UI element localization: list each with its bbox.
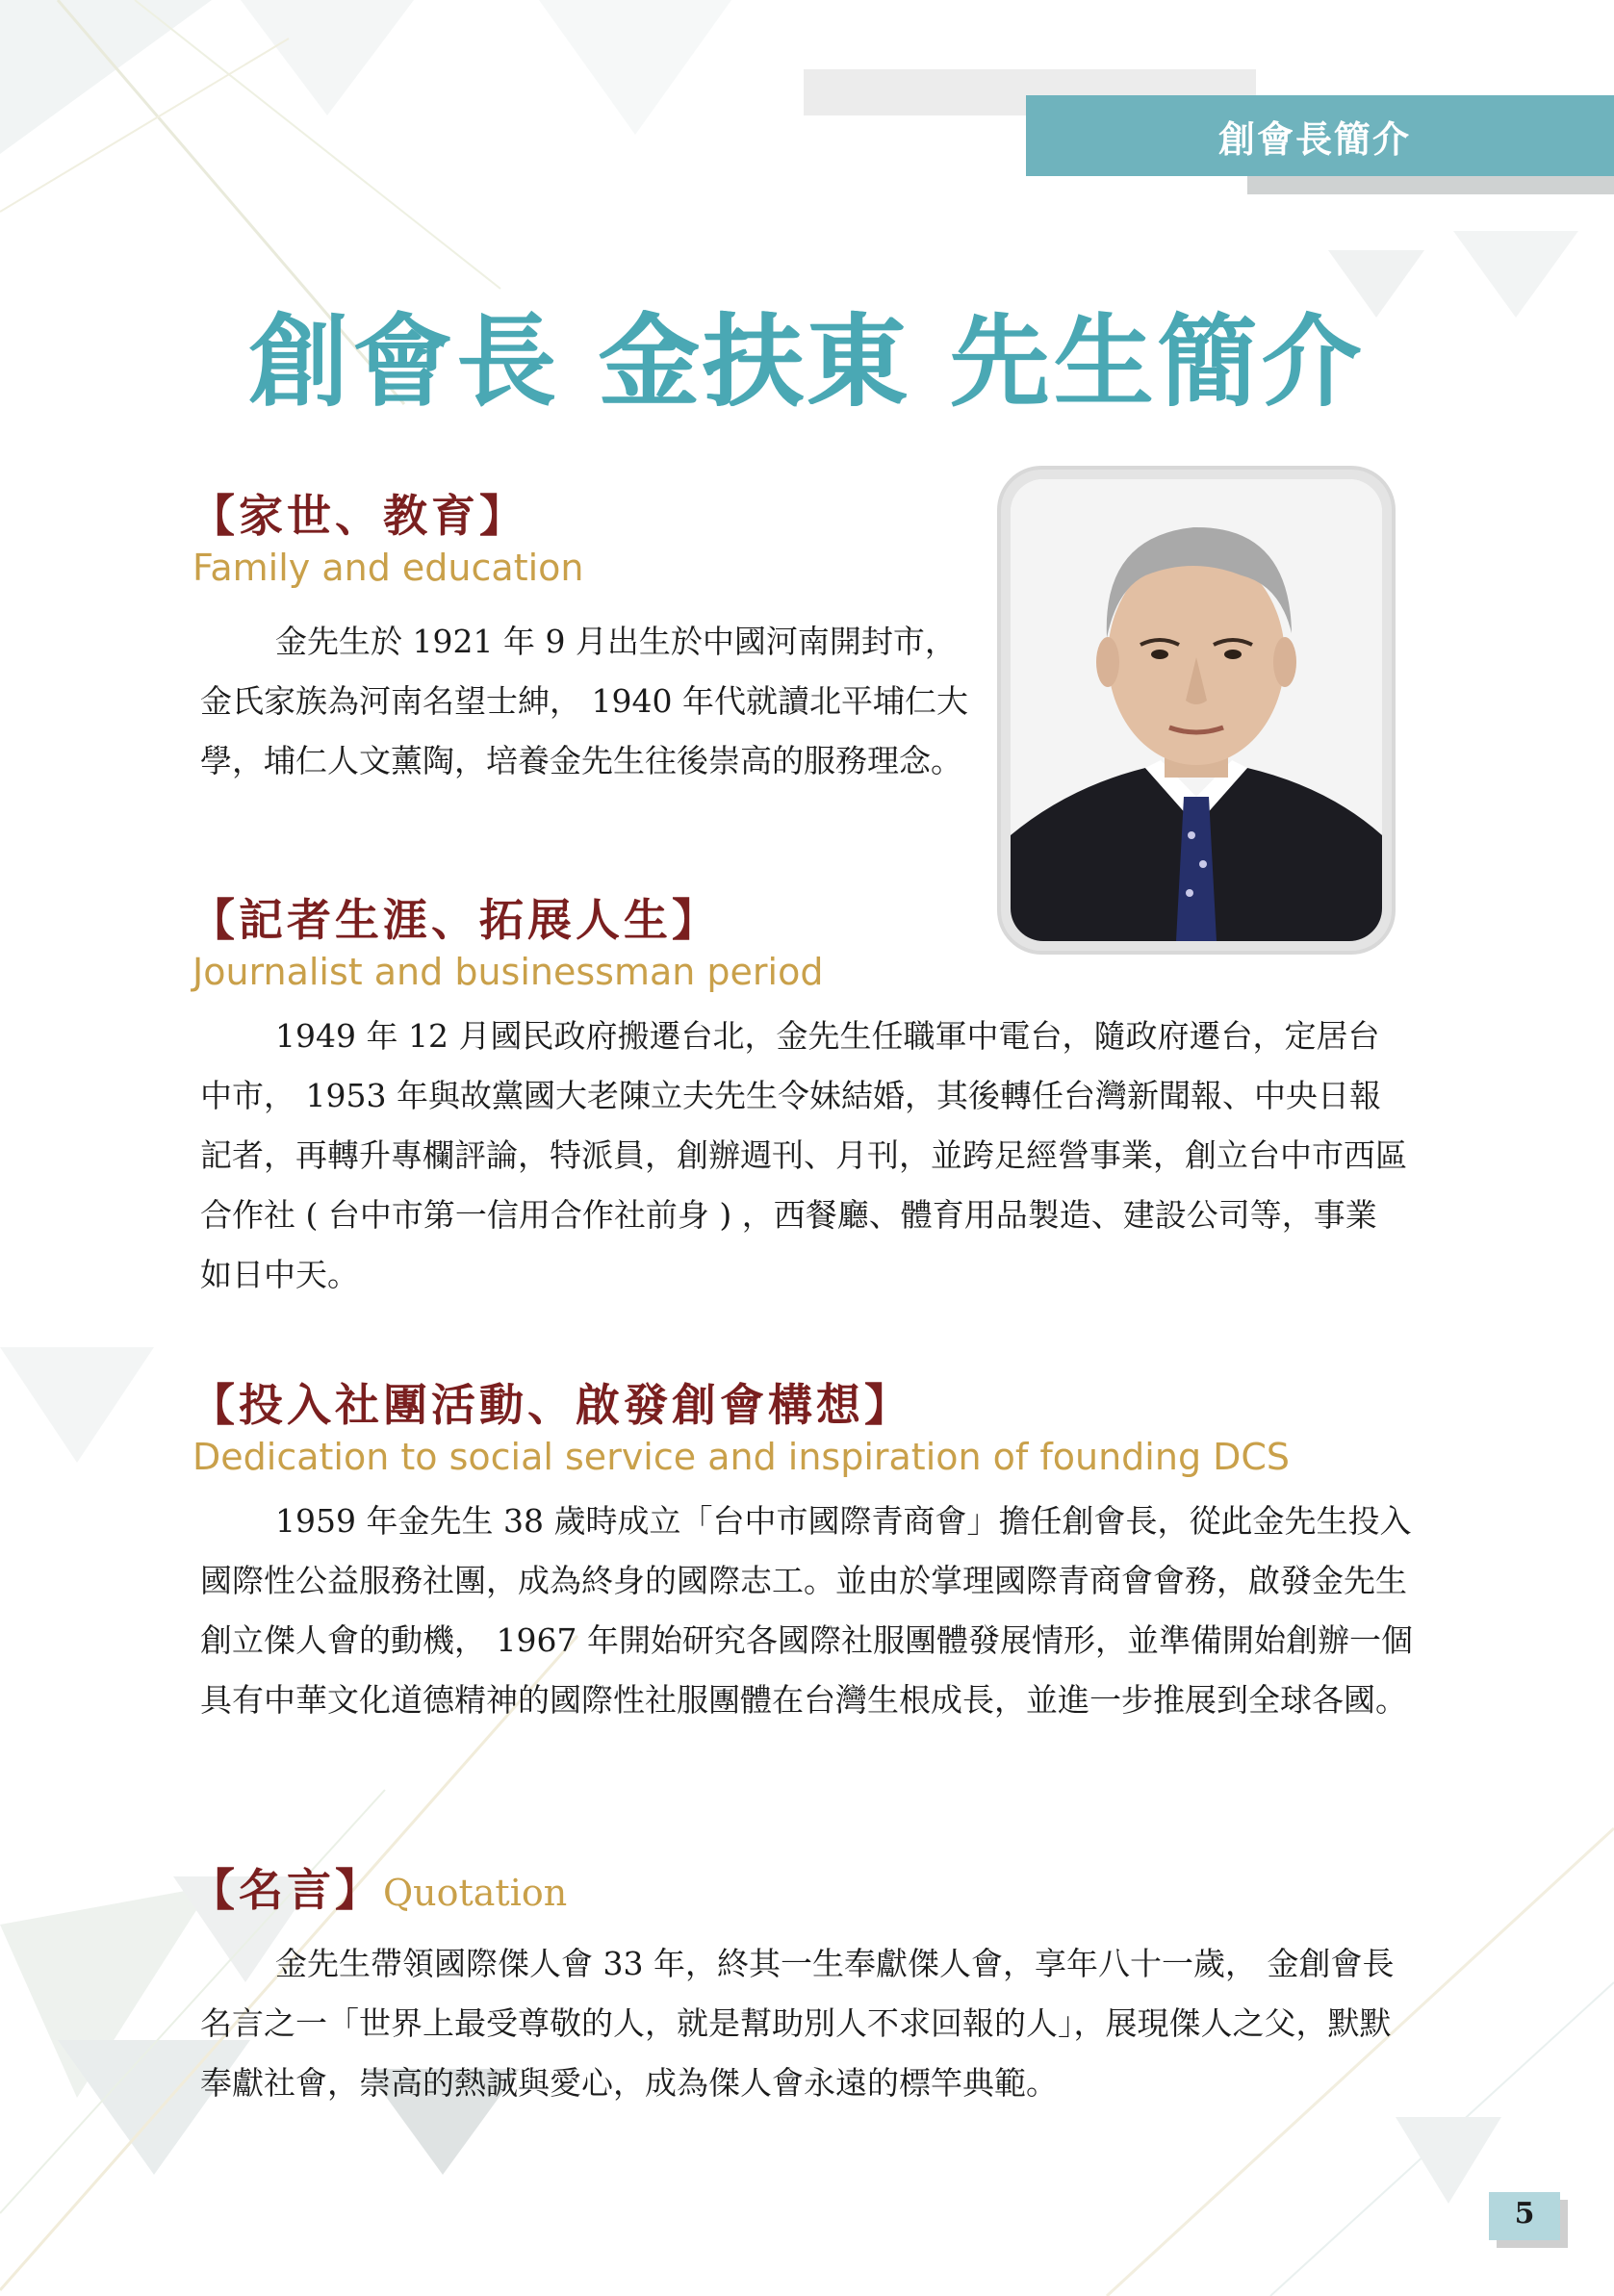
quotation-heading-text: 【名言】 <box>191 1864 383 1916</box>
section-journalist-text: 1949 年 12 月國民政府搬遷台北，金先生任職軍中電台，隨政府遷台，定居台中市， 1953 年與故黨國大老陳立夫先生令妹結婚，其後轉任台灣新聞報、中央日報記者，再轉升專欄評論，特派員，創辦週刊、月刊，並跨足經營事業，創立台中市西區合作社 ( 台中市第一信用合作社前身 ) ，西餐廳、體育用品製造、建設公司等，事業如日中天。 <box>200 1017 1407 1293</box>
title-prefix: 創會長 <box>248 303 600 421</box>
section-quotation-text: 金先生帶領國際傑人會 33 年，終其一生奉獻傑人會，享年八十一歲， 金創會長名言之一「世界上最受尊敬的人，就是幫助別人不求回報的人」，展現傑人之父，默默奉獻社會，崇高的熱誠與愛心，成為傑人會永遠的標竿典範。 <box>200 1945 1395 2102</box>
section-journalist-subtitle: Journalist and businessman period <box>192 951 824 993</box>
section-family-text: 金先生於 1921 年 9 月出生於中國河南開封市，金氏家族為河南名望士紳， 1940 年代就讀北平埔仁大學，埔仁人文薰陶，培養金先生往後崇高的服務理念。 <box>200 623 968 779</box>
section-journalist-heading: 【記者生涯、拓展人生】 <box>191 894 720 946</box>
section-social-heading: 【投入社團活動、啟發創會構想】 <box>191 1379 912 1431</box>
header-tab-label: 創會長簡介 <box>1218 118 1412 161</box>
section-social-subtitle: Dedication to social service and inspiration of founding DCS <box>192 1436 1291 1478</box>
section-quotation-heading <box>191 1855 567 1919</box>
section-family-heading: 【家世、教育】 <box>191 490 527 542</box>
page-title <box>0 281 1614 425</box>
page-number: 5 <box>1514 2197 1535 2231</box>
title-name: 金扶東 <box>599 303 911 421</box>
section-social-text: 1959 年金先生 38 歲時成立「台中市國際青商會」擔任創會長，從此金先生投入國際性公益服務社團，成為終身的國際志工。並由於掌理國際青商會會務，啟發金先生創立傑人會的動機， 1967 年開始研究各國際社服團體發展情形，並準備開始創辦一個具有中華文化道德精神的國際性社服團體在台灣生根成長，並進一步推展到全球各國。 <box>200 1502 1413 1719</box>
title-suffix: 先生簡介 <box>910 303 1366 421</box>
section-family-subtitle: Family and education <box>192 547 584 589</box>
quotation-subtitle: Quotation <box>383 1872 568 1914</box>
portrait-photo <box>1011 479 1382 941</box>
